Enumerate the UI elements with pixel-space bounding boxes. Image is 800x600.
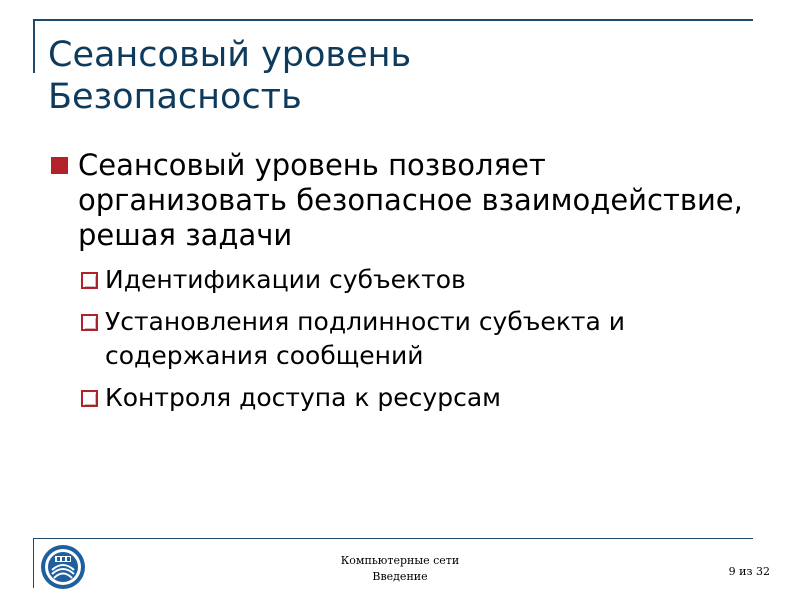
main-bullet [48, 148, 748, 253]
sub-bullet-text: Идентификации субъектов [105, 265, 466, 294]
page-number: 9 из 32 [728, 565, 770, 578]
checkbox-bullet-icon [81, 272, 98, 289]
footer-section: Введение [372, 570, 428, 583]
checkbox-bullet-icon [81, 314, 98, 331]
slide-content [48, 148, 748, 423]
slide-title [48, 34, 748, 118]
sub-bullet [48, 263, 748, 297]
left-accent-line [33, 19, 35, 73]
sub-bullet-text: Контроля доступа к ресурсам [105, 383, 502, 412]
checkbox-bullet-icon [81, 390, 98, 407]
sub-bullet [48, 381, 748, 415]
main-bullet-text: Сеансовый уровень позволяет организовать безопасное взаимодействие, решая задачи [78, 148, 743, 252]
footer-left-line [33, 538, 34, 588]
footer-course: Компьютерные сети [340, 554, 460, 567]
title-line-2: Безопасность [48, 77, 302, 117]
footer-divider [33, 538, 753, 539]
title-line-1: Сеансовый уровень [48, 35, 412, 75]
university-logo-icon [40, 544, 86, 590]
footer-course-info [300, 553, 500, 585]
sub-bullet-text: Установления подлинности субъекта и содержания сообщений [105, 307, 625, 370]
square-bullet-icon [51, 157, 68, 174]
sub-bullet [48, 305, 748, 373]
top-divider [33, 19, 753, 21]
sub-bullet-list [48, 263, 748, 415]
